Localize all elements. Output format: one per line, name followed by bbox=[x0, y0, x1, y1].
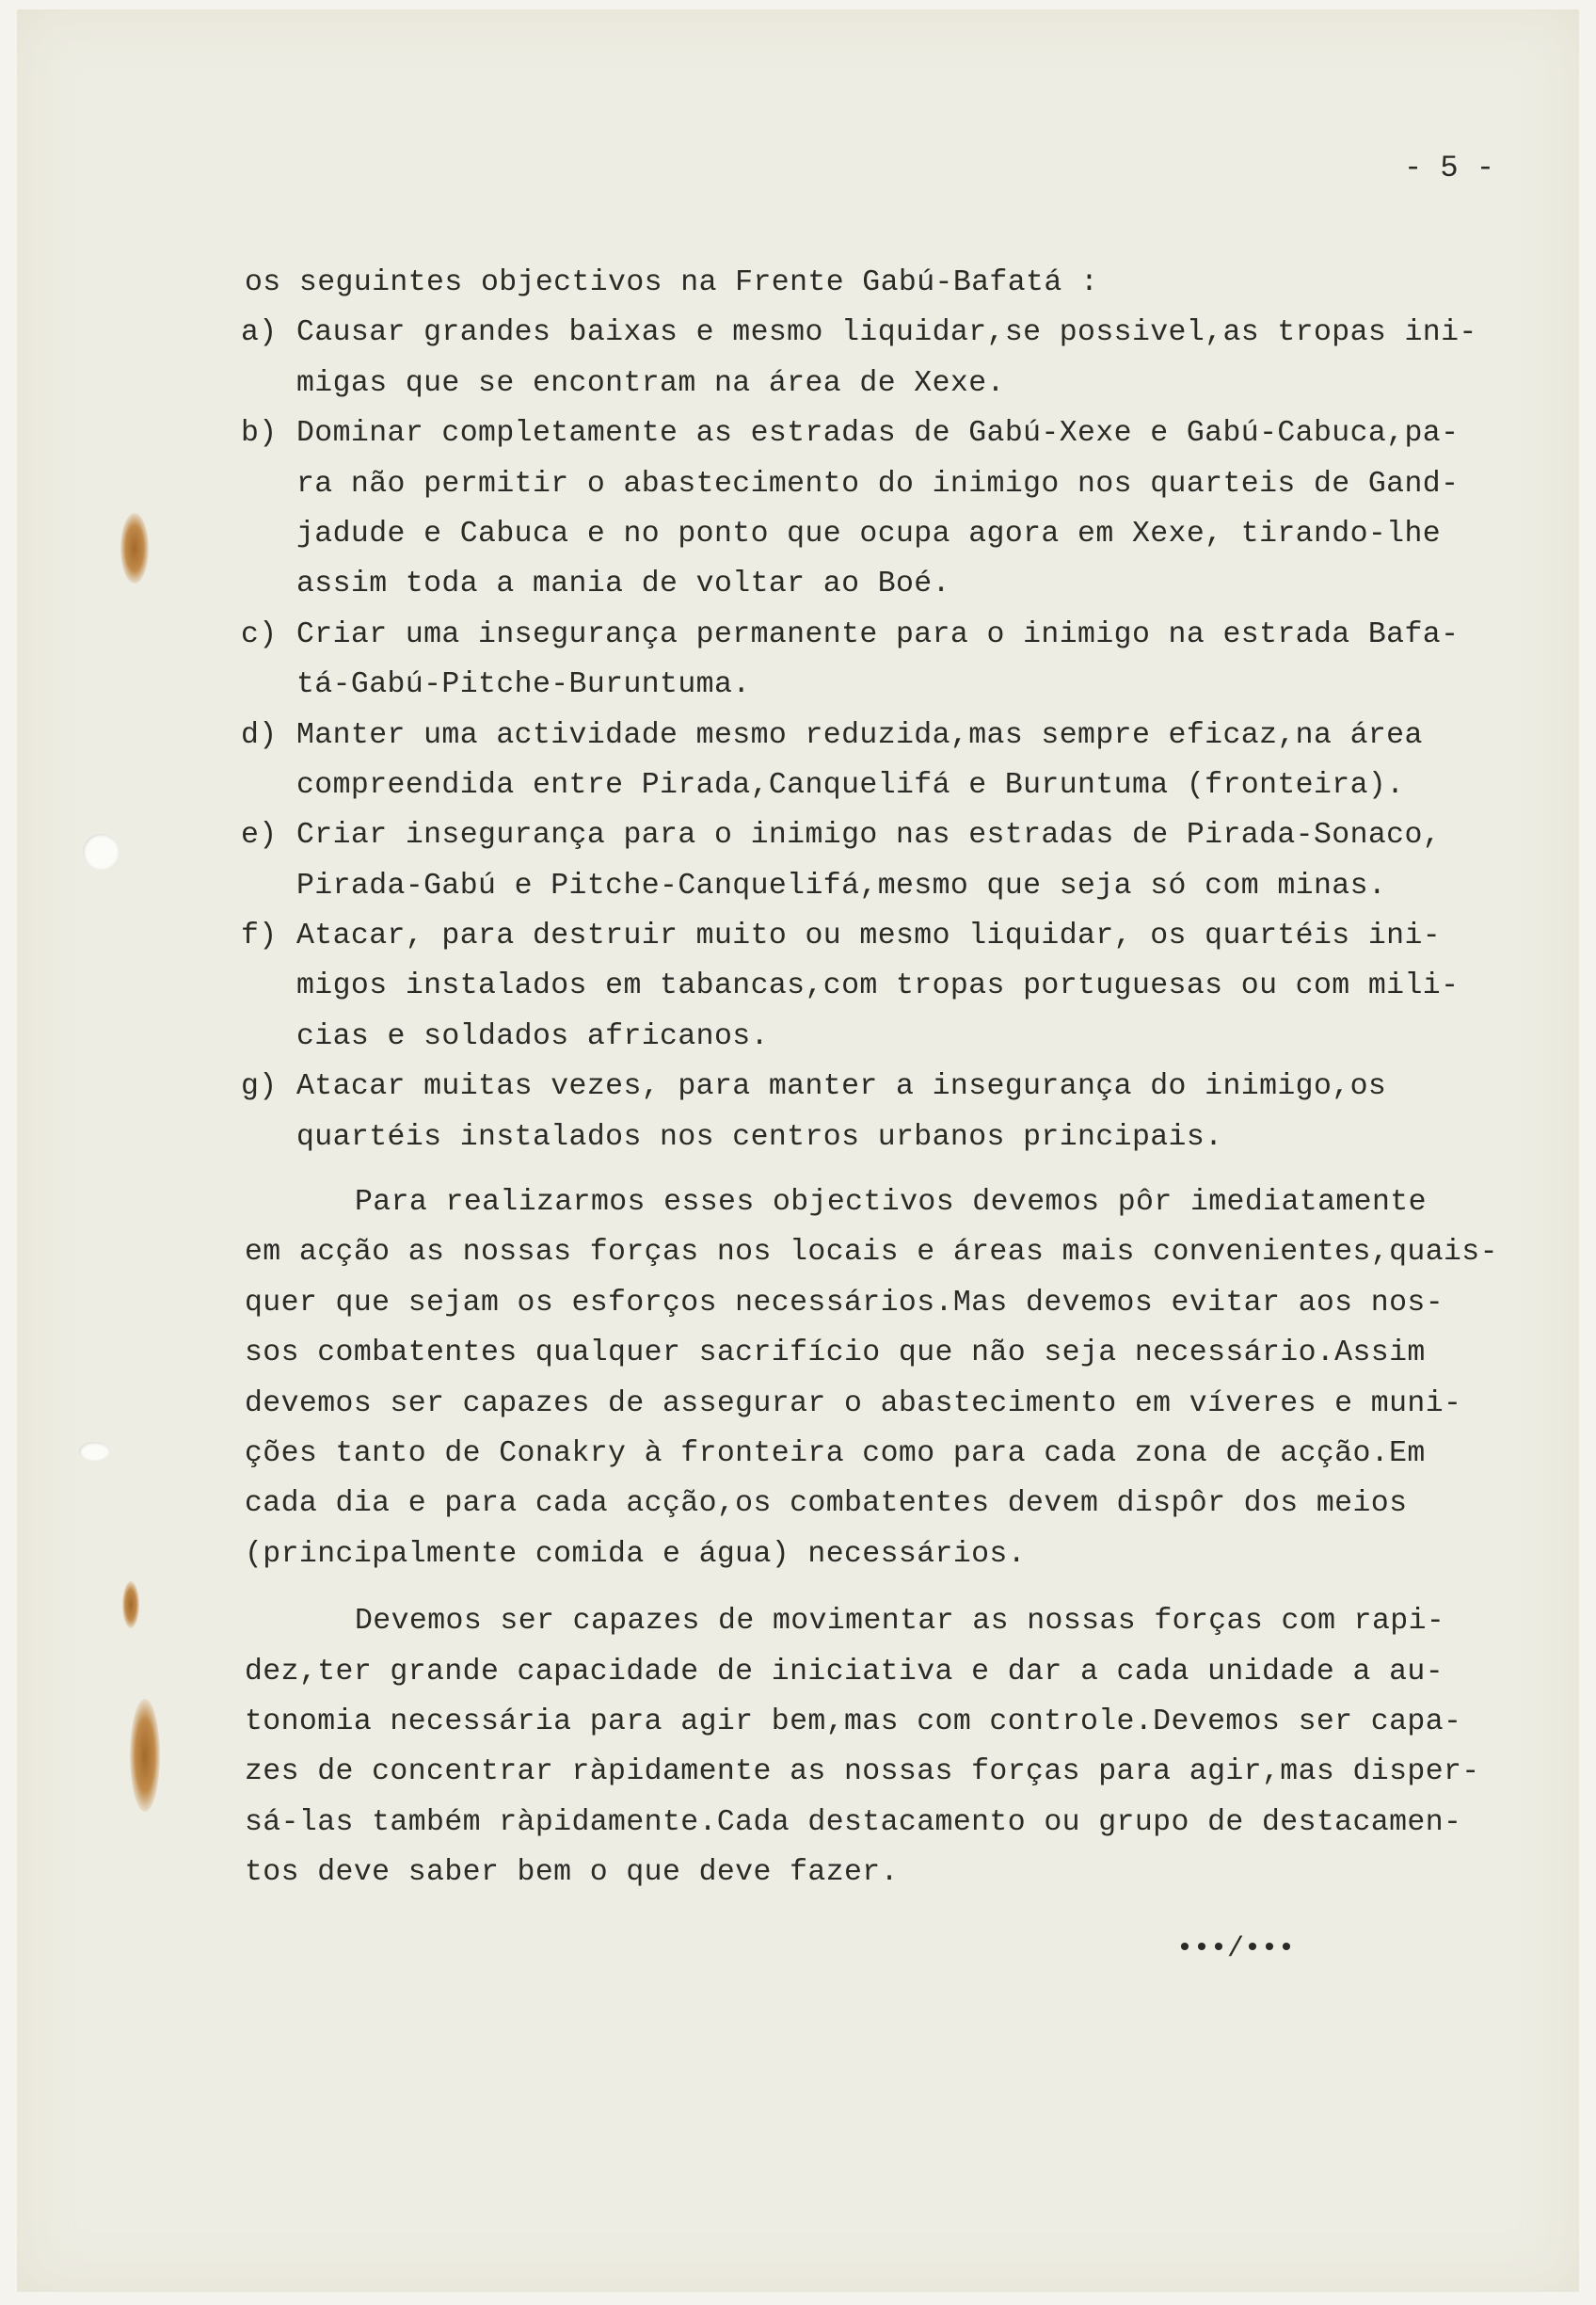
paragraph-line: em acção as nossas forças nos locais e áreas mais convenientes,quais- bbox=[245, 1236, 1498, 1270]
paragraph-line: devemos ser capazes de assegurar o abastecimento em víveres e muni- bbox=[245, 1386, 1462, 1420]
paragraph-line: ções tanto de Conakry à fronteira como para cada zona de acção.Em bbox=[245, 1436, 1426, 1470]
item-line: Manter uma actividade mesmo reduzida,mas sempre eficaz,na área d) bbox=[0, 711, 1596, 760]
paragraph-line: zes de concentrar ràpidamente as nossas forças para agir,mas disper- bbox=[245, 1755, 1480, 1789]
list-item bbox=[0, 810, 1596, 911]
item-line: ra não permitir o abastecimento do inimigo nos quarteis de Gand- bbox=[296, 467, 1460, 501]
paragraph-line: Para realizarmos esses objectivos devemos pôr imediatamente bbox=[355, 1186, 1427, 1220]
paragraph-line: (principalmente comida e água) necessários. bbox=[245, 1537, 1027, 1571]
paragraph-line: tonomia necessária para agir bem,mas com controle.Devemos ser capa- bbox=[245, 1705, 1462, 1738]
item-label: g) bbox=[241, 1070, 278, 1104]
document-body bbox=[0, 258, 1596, 1898]
item-line: Criar insegurança para o inimigo nas estradas de Pirada-Sonaco, e) bbox=[0, 810, 1596, 860]
item-label: b) bbox=[241, 417, 278, 451]
list-item bbox=[0, 711, 1596, 811]
paragraph-line: sos combatentes qualquer sacrifício que não seja necessário.Assim bbox=[245, 1337, 1426, 1370]
paragraph-line: quer que sejam os esforços necessários.Mas devemos evitar aos nos- bbox=[245, 1286, 1444, 1320]
item-line: jadude e Cabuca e no ponto que ocupa agora em Xexe, tirando-lhe bbox=[296, 517, 1442, 551]
item-line: compreendida entre Pirada,Canquelifá e Buruntuma (fronteira). bbox=[296, 768, 1405, 802]
item-line: Causar grandes baixas e mesmo liquidar,se possivel,as tropas ini- a) bbox=[0, 308, 1596, 358]
paragraph bbox=[0, 1177, 1596, 1579]
list-item bbox=[0, 610, 1596, 711]
item-line: cias e soldados africanos. bbox=[296, 1019, 769, 1053]
intro-line: os seguintes objectivos na Frente Gabú-Bafatá : bbox=[245, 266, 1099, 299]
item-line: Dominar completamente as estradas de Gabú-Xexe e Gabú-Cabuca,pa- b) bbox=[0, 408, 1596, 458]
paragraph-line: cada dia e para cada acção,os combatentes devem dispôr dos meios bbox=[245, 1487, 1408, 1521]
item-label: a) bbox=[241, 316, 278, 350]
paragraph-line: tos deve saber bem o que deve fazer. bbox=[245, 1856, 899, 1890]
page-number: - 5 - bbox=[1404, 151, 1495, 185]
item-line: Atacar, para destruir muito ou mesmo liquidar, os quartéis ini- f) bbox=[0, 911, 1596, 961]
list-item bbox=[0, 911, 1596, 1062]
item-line: migos instalados em tabancas,com tropas portuguesas ou com mili- bbox=[296, 969, 1460, 1003]
paragraph-line: dez,ter grande capacidade de iniciativa e dar a cada unidade a au- bbox=[245, 1655, 1444, 1689]
paragraph-line: sá-las também ràpidamente.Cada destacamento ou grupo de destacamen- bbox=[245, 1805, 1462, 1839]
item-line: assim toda a mania de voltar ao Boé. bbox=[296, 568, 950, 601]
item-line: Pirada-Gabú e Pitche-Canquelifá,mesmo que seja só com minas. bbox=[296, 869, 1387, 903]
item-line: tá-Gabú-Pitche-Buruntuma. bbox=[296, 668, 751, 702]
continuation-mark: •••/••• bbox=[1176, 1933, 1296, 1965]
item-line: quartéis instalados nos centros urbanos principais. bbox=[296, 1120, 1223, 1154]
paragraph-line: Devemos ser capazes de movimentar as nossas forças com rapi- bbox=[355, 1605, 1445, 1639]
paragraph bbox=[0, 1596, 1596, 1897]
item-label: c) bbox=[241, 617, 278, 651]
list-item bbox=[0, 408, 1596, 610]
item-line: Criar uma insegurança permanente para o inimigo na estrada Bafa- c) bbox=[0, 610, 1596, 660]
item-label: d) bbox=[241, 718, 278, 752]
item-label: e) bbox=[241, 819, 278, 853]
item-label: f) bbox=[241, 920, 278, 953]
list-item bbox=[0, 1062, 1596, 1162]
item-line: Atacar muitas vezes, para manter a insegurança do inimigo,os g) bbox=[0, 1062, 1596, 1112]
list-item bbox=[0, 308, 1596, 408]
item-line: migas que se encontram na área de Xexe. bbox=[296, 366, 1005, 400]
